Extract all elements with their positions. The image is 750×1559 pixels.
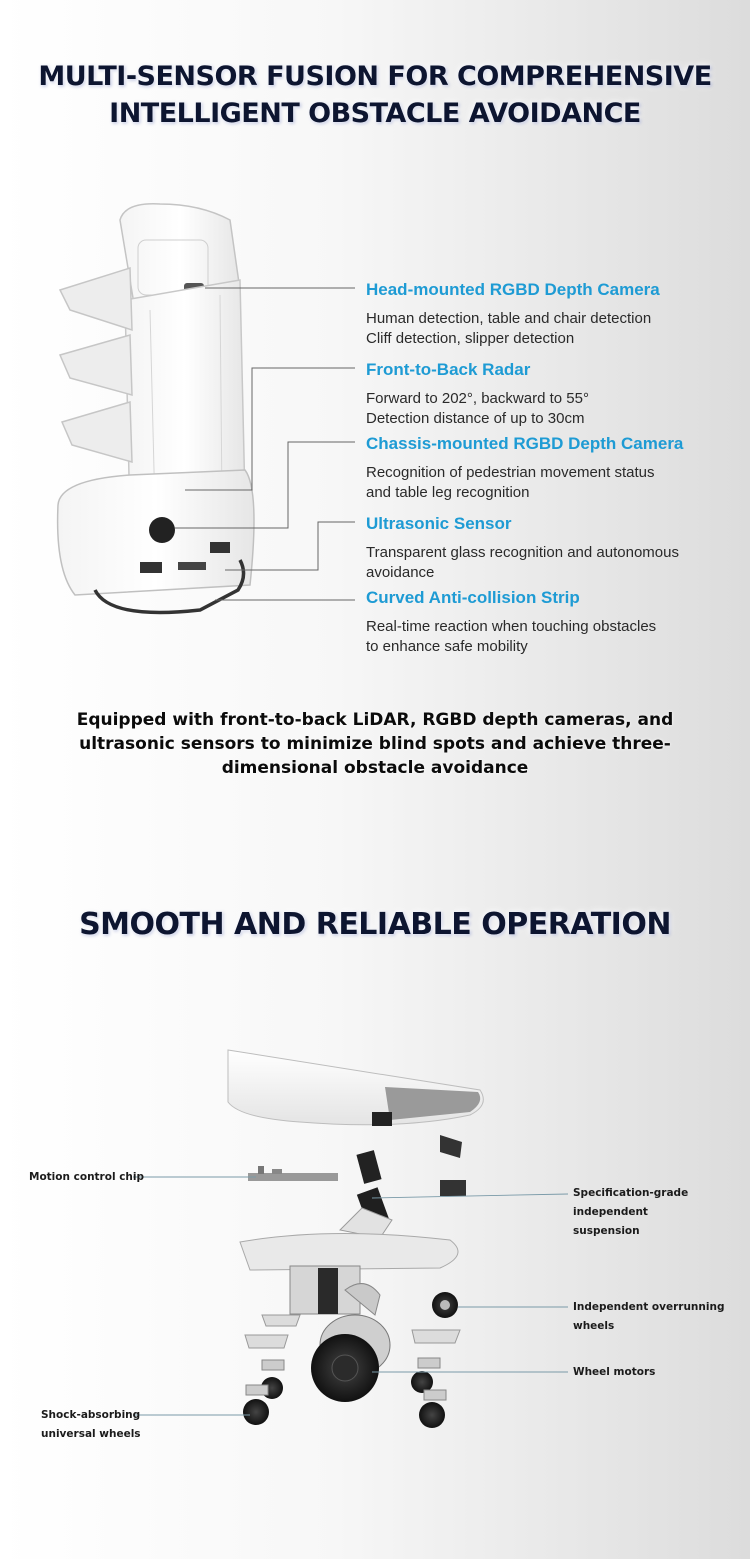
feature-description xyxy=(366,389,736,429)
callout-line: Shock-absorbing xyxy=(41,1409,141,1421)
feature-description xyxy=(366,617,736,657)
callout-shock-absorbing xyxy=(41,1406,141,1444)
feature-title: Chassis-mounted RGBD Depth Camera xyxy=(366,434,684,453)
title-line: INTELLIGENT OBSTACLE AVOIDANCE xyxy=(109,98,641,129)
feature-radar xyxy=(366,359,736,429)
feature-line: Transparent glass recognition and autonomous xyxy=(366,544,679,561)
callout-wheel-motors: Wheel motors xyxy=(573,1366,656,1378)
sensor-summary: Equipped with front-to-back LiDAR, RGBD depth cameras, and ultrasonic sensors to minimize blind spots and achieve three-dimensional obstacle avoidance xyxy=(76,710,674,778)
feature-description xyxy=(366,309,736,349)
feature-title: Head-mounted RGBD Depth Camera xyxy=(366,280,660,299)
robot-illustration xyxy=(0,190,360,640)
feature-title: Curved Anti-collision Strip xyxy=(366,588,580,607)
callout-line: suspension xyxy=(573,1225,640,1237)
feature-description xyxy=(366,463,736,503)
feature-line: Recognition of pedestrian movement status xyxy=(366,464,655,481)
feature-line: Detection distance of up to 30cm xyxy=(366,410,585,427)
section-title-operation: SMOOTH AND RELIABLE OPERATION xyxy=(79,907,671,942)
feature-line: to enhance safe mobility xyxy=(366,638,528,655)
callout-suspension xyxy=(573,1184,750,1241)
feature-anti-collision xyxy=(366,587,736,657)
feature-line: Real-time reaction when touching obstacles xyxy=(366,618,657,635)
feature-line: Forward to 202°, backward to 55° xyxy=(366,390,589,407)
callout-motion-chip: Motion control chip xyxy=(29,1171,145,1183)
feature-line: Human detection, table and chair detection xyxy=(366,310,652,327)
section-title-sensor-fusion xyxy=(0,58,750,132)
feature-ultrasonic xyxy=(366,513,736,583)
feature-description xyxy=(366,543,736,583)
callout-line: Specification-grade independent xyxy=(573,1187,689,1218)
feature-title: Front-to-Back Radar xyxy=(366,360,531,379)
feature-chassis-camera xyxy=(366,433,736,503)
feature-line: and table leg recognition xyxy=(366,484,530,501)
callout-line: universal wheels xyxy=(41,1428,141,1440)
callout-overrunning-wheels: Independent overrunning wheels xyxy=(573,1301,725,1332)
title-line: MULTI-SENSOR FUSION FOR COMPREHENSIVE xyxy=(38,61,712,92)
feature-line: Cliff detection, slipper detection xyxy=(366,330,575,347)
feature-head-camera xyxy=(366,279,736,349)
chassis-camera-icon xyxy=(149,517,175,543)
feature-line: avoidance xyxy=(366,564,435,581)
feature-title: Ultrasonic Sensor xyxy=(366,514,512,533)
